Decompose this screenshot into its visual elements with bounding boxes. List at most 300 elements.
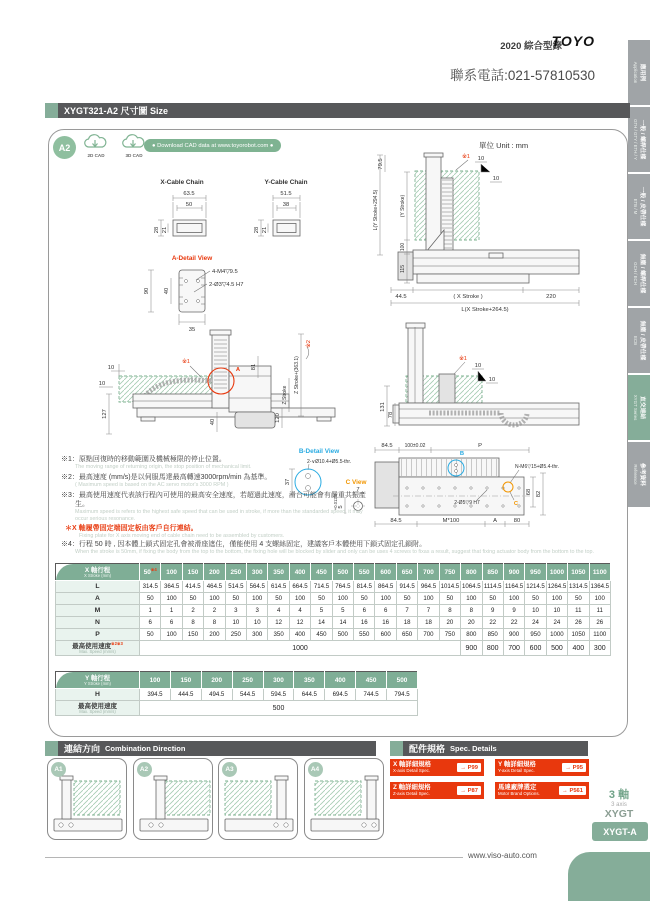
page-reference-chip: → P561 xyxy=(559,786,586,795)
footer-url[interactable]: www.viso-auto.com xyxy=(468,851,537,860)
cell-value: 250 xyxy=(225,629,246,641)
combination-direction-bar xyxy=(45,741,376,756)
svg-text:P: P xyxy=(478,443,482,449)
cell-value: 22 xyxy=(503,617,524,629)
cell-value: 3 xyxy=(225,605,246,617)
stroke-value: 550 xyxy=(354,564,375,581)
max-speed-value: 400 xyxy=(568,641,589,656)
cell-value: 744.5 xyxy=(356,689,387,701)
svg-text:10: 10 xyxy=(477,156,485,162)
note-1 xyxy=(61,455,373,471)
a-detail-view xyxy=(144,255,243,333)
svg-text:Y-Cable Chain: Y-Cable Chain xyxy=(264,179,308,186)
note-text-zh: ＊X 軸履帶固定端固定板由客戶自行連結。 xyxy=(65,525,198,533)
svg-text:82: 82 xyxy=(536,490,542,498)
cell-value: 100 xyxy=(332,593,353,605)
svg-text:127: 127 xyxy=(102,409,108,419)
svg-text:28: 28 xyxy=(254,226,260,234)
cell-value: 514.5 xyxy=(225,581,246,593)
cell-value: 714.5 xyxy=(311,581,332,593)
max-speed-merged-value: 1000 xyxy=(140,641,461,656)
cell-value: 1214.5 xyxy=(525,581,546,593)
stroke-value: 100 xyxy=(140,672,171,689)
page-reference-chip: → P99 xyxy=(457,763,481,772)
svg-text:M*100: M*100 xyxy=(442,518,460,524)
stroke-value: 350 xyxy=(294,672,325,689)
cell-value: 950 xyxy=(525,629,546,641)
cell-value: 9 xyxy=(482,605,503,617)
svg-text:40: 40 xyxy=(210,418,216,426)
stroke-value: 900 xyxy=(503,564,524,581)
cad-2d-label: 2D CAD xyxy=(87,153,105,158)
sidebar-tab-label-en: ETB / M xyxy=(633,198,639,215)
cell-value: 6 xyxy=(161,617,182,629)
svg-text:2-Ø3▽4.5 H7: 2-Ø3▽4.5 H7 xyxy=(209,282,244,288)
spec-link-label-zh: Y 軸詳細規格 xyxy=(498,760,536,768)
svg-text:7: 7 xyxy=(356,487,360,493)
cell-value: 664.5 xyxy=(289,581,310,593)
cell-value: 50 xyxy=(525,593,546,605)
max-speed-row xyxy=(56,701,418,716)
cell-value: 50 xyxy=(140,629,161,641)
sidebar-tab-label-en: GTH / GTY / ETH / Y xyxy=(633,119,639,160)
table-row xyxy=(56,605,611,617)
cell-value: 544.5 xyxy=(232,689,263,701)
cell-value: 200 xyxy=(204,629,225,641)
page-reference-chip: → P87 xyxy=(457,786,481,795)
cell-value: 150 xyxy=(182,629,203,641)
note-3 xyxy=(61,491,373,523)
cell-value: 300 xyxy=(247,629,268,641)
cell-value: 1100 xyxy=(589,629,610,641)
sidebar-tab-3[interactable] xyxy=(628,174,650,239)
sidebar-tab-label-zh: 參考資料 xyxy=(639,462,646,487)
cell-value: 26 xyxy=(568,617,589,629)
stroke-value: 500 xyxy=(387,672,418,689)
stroke-value: 1000 xyxy=(546,564,567,581)
cell-value: 18 xyxy=(418,617,439,629)
svg-text:L(X Stroke+264.5): L(X Stroke+264.5) xyxy=(461,307,509,313)
svg-text:90: 90 xyxy=(144,287,150,295)
table-row xyxy=(56,581,611,593)
cell-value: 12 xyxy=(289,617,310,629)
stroke-value: 150 xyxy=(170,672,201,689)
max-speed-value: 900 xyxy=(461,641,482,656)
cell-value: 914.5 xyxy=(396,581,417,593)
svg-text:( X Stroke ): ( X Stroke ) xyxy=(453,294,483,300)
table-row xyxy=(56,629,611,641)
cell-value: 8 xyxy=(204,617,225,629)
cell-value: 814.5 xyxy=(354,581,375,593)
note-text-en: ( Maximum speed is based on the AC servo motor's 3000 RPM ) xyxy=(75,481,229,488)
cell-value: 1 xyxy=(140,605,161,617)
row-label: N xyxy=(56,617,140,629)
svg-text:B: B xyxy=(459,451,465,457)
cell-value: 8 xyxy=(439,605,460,617)
bar-accent-square xyxy=(390,741,403,756)
series-name: XYGT xyxy=(604,808,634,820)
spec-link-label-en: Z-axis Detail Spec. xyxy=(393,791,430,796)
svg-text:C View: C View xyxy=(345,479,367,486)
sidebar-tab-4[interactable] xyxy=(628,241,650,306)
footnote-4 xyxy=(61,540,621,558)
max-speed-value: 300 xyxy=(589,641,610,656)
sidebar-tab-label-zh: 直交連結 xyxy=(639,395,646,420)
cell-value: 694.5 xyxy=(325,689,356,701)
svg-text:50: 50 xyxy=(185,202,193,208)
sidebar-tab-label-zh: 一般 / 皮帶仕樣 xyxy=(639,186,646,227)
stroke-value: 800 xyxy=(461,564,482,581)
table-row xyxy=(56,689,418,701)
cell-value: 450 xyxy=(311,629,332,641)
cell-value: 1050 xyxy=(568,629,589,641)
cell-value: 614.5 xyxy=(268,581,289,593)
svg-text:10: 10 xyxy=(474,363,482,369)
stroke-value: 150 xyxy=(182,564,203,581)
cell-value: 800 xyxy=(461,629,482,641)
cell-value: 464.5 xyxy=(204,581,225,593)
cell-value: 50 xyxy=(140,593,161,605)
series-tab[interactable]: XYGT-A xyxy=(592,822,648,841)
svg-text:(Y Stroke): (Y Stroke) xyxy=(400,194,406,218)
cell-value: 644.5 xyxy=(294,689,325,701)
cell-value: 750 xyxy=(439,629,460,641)
note-5 xyxy=(61,540,621,556)
svg-text:81: 81 xyxy=(251,363,257,371)
cell-value: 564.5 xyxy=(247,581,268,593)
stroke-value: 300 xyxy=(263,672,294,689)
svg-text:A: A xyxy=(235,367,241,373)
note-text-zh: ※4：行程 50 時 , 因本體上鎖式固定孔會被滑座遮住，僅能使用 4 支螺絲固定，建議客戶本體使用下鎖式固定孔鎖附。 xyxy=(61,541,427,548)
cell-value: 9 xyxy=(503,605,524,617)
cell-value: 1000 xyxy=(546,629,567,641)
page-title: XYGT321-A2 尺寸圖 Size xyxy=(64,106,169,116)
cell-value: 850 xyxy=(482,629,503,641)
stroke-header-label: X 軸行程 X Stroke (mm) xyxy=(56,564,140,581)
cell-value: 11 xyxy=(589,605,610,617)
combination-badge: A1 xyxy=(51,762,66,777)
y-axis-stroke-table xyxy=(55,671,418,716)
combination-title-zh: 連結方向 xyxy=(64,744,101,754)
cell-value: 1164.5 xyxy=(503,581,524,593)
svg-text:10: 10 xyxy=(107,365,115,371)
front-view-drawing xyxy=(99,330,335,434)
x-cable-chain-drawing xyxy=(154,179,206,236)
svg-text:115: 115 xyxy=(400,265,406,273)
cell-value: 50 xyxy=(311,593,332,605)
note-text-en: When the stroke is 50mm, if fixing the body from the top to the bottom, the fixing hole will be blocked by slider and only can be uses 4 screws to fixas a result, suggest that fixing actuator body from the bottom to the top. xyxy=(75,549,594,556)
svg-text:220: 220 xyxy=(546,294,556,300)
svg-text:51.5: 51.5 xyxy=(280,191,292,197)
note-text-zh: ※2：最高速度 (mm/s)是以伺服馬達最高轉速3000rpm/min 為基準。 xyxy=(61,473,272,481)
cell-value: 100 xyxy=(375,593,396,605)
stroke-value: 350 xyxy=(268,564,289,581)
svg-text:84.5: 84.5 xyxy=(381,443,393,449)
cell-value: 350 xyxy=(268,629,289,641)
dimension-drawing-panel xyxy=(48,129,628,737)
sidebar-tab-label-en: Reference xyxy=(633,464,639,485)
cell-value: 7 xyxy=(396,605,417,617)
cell-value: 50 xyxy=(268,593,289,605)
svg-text:+0.012/0: +0.012/0 xyxy=(333,493,338,511)
svg-text:131: 131 xyxy=(380,402,386,412)
svg-text:120: 120 xyxy=(275,413,281,423)
cell-value: 50 xyxy=(439,593,460,605)
svg-text:A-Detail View: A-Detail View xyxy=(171,255,213,262)
cell-value: 8 xyxy=(182,617,203,629)
note-text-en: Maximum speed is refers to the highest safe speed that can be used in stroke, if more than the standarded speed, it may occur serious resonance. xyxy=(75,508,363,522)
note-2 xyxy=(61,473,373,489)
variant-badge: A2 xyxy=(53,136,76,159)
axis-count-zh: 3 軸 xyxy=(608,789,630,801)
stroke-value: 250 xyxy=(232,672,263,689)
x-stroke-table xyxy=(55,563,611,656)
svg-text:68: 68 xyxy=(526,488,532,496)
cell-value: 22 xyxy=(482,617,503,629)
sidebar-tab-label-zh: 一般 / 螺桿仕樣 xyxy=(639,119,646,160)
combination-option-A4[interactable] xyxy=(304,758,384,840)
cell-value: 964.5 xyxy=(418,581,439,593)
page-corner-decoration xyxy=(568,852,650,901)
sidebar-tab-label-en: Application xyxy=(633,61,639,84)
svg-text:A: A xyxy=(493,518,497,524)
catalog-year-title: 2020 綜合型錄 xyxy=(500,41,562,52)
stroke-value: 650 xyxy=(396,564,417,581)
sidebar-tab-label-zh: 應用例 xyxy=(639,63,646,82)
stroke-value: 700 xyxy=(418,564,439,581)
svg-text:※1: ※1 xyxy=(458,356,468,362)
stroke-value: 500 xyxy=(332,564,353,581)
sidebar-tab-5[interactable] xyxy=(628,308,650,373)
sidebar-tab-label-zh: 無塵 / 螺桿仕樣 xyxy=(639,253,646,294)
cell-value: 444.5 xyxy=(170,689,201,701)
cell-value: 16 xyxy=(354,617,375,629)
cell-value: 100 xyxy=(589,593,610,605)
title-accent-square xyxy=(45,103,58,118)
cell-value: 20 xyxy=(439,617,460,629)
svg-text:10: 10 xyxy=(492,176,500,182)
svg-text:100±0.02: 100±0.02 xyxy=(404,443,426,449)
svg-text:C: C xyxy=(513,501,519,507)
axis-count-en: 3 axis xyxy=(611,802,627,808)
table-row xyxy=(56,593,611,605)
svg-text:28: 28 xyxy=(154,226,160,234)
cell-value: 50 xyxy=(482,593,503,605)
cell-value: 100 xyxy=(503,593,524,605)
note-text-zh: ※1：原點回復時的移動範圍及機械極限的停止位置。 xyxy=(61,456,226,463)
row-label: A xyxy=(56,593,140,605)
svg-text:78: 78 xyxy=(388,411,394,419)
cell-value: 550 xyxy=(354,629,375,641)
stroke-value: 400 xyxy=(289,564,310,581)
cell-value: 700 xyxy=(418,629,439,641)
svg-text:10: 10 xyxy=(98,381,106,387)
sidebar-tab-2[interactable] xyxy=(628,107,650,172)
cloud-download-icon xyxy=(81,134,111,150)
cell-value: 1264.5 xyxy=(546,581,567,593)
max-speed-value: 800 xyxy=(482,641,503,656)
base-mounting-view xyxy=(375,443,559,527)
cell-value: 50 xyxy=(396,593,417,605)
spec-link-4[interactable] xyxy=(495,782,589,799)
cell-value: 50 xyxy=(354,593,375,605)
toyo-logo: TOYO xyxy=(551,33,595,49)
cell-value: 4 xyxy=(289,605,310,617)
sidebar-tab-label-zh: 無塵 / 皮帶仕樣 xyxy=(639,320,646,361)
row-label: H xyxy=(56,689,140,701)
stroke-value: 300 xyxy=(247,564,268,581)
cell-value: 10 xyxy=(247,617,268,629)
cell-value: 494.5 xyxy=(201,689,232,701)
cell-value: 1114.5 xyxy=(482,581,503,593)
row-label: M xyxy=(56,605,140,617)
spec-link-label-en: Motor Brand Options. xyxy=(498,791,540,796)
cell-value: 100 xyxy=(247,593,268,605)
cell-value: 100 xyxy=(204,593,225,605)
sidebar-tab-6[interactable] xyxy=(628,375,650,440)
cell-value: 24 xyxy=(546,617,567,629)
svg-text:84.5: 84.5 xyxy=(390,518,402,524)
combination-option-A1[interactable] xyxy=(47,758,127,840)
cell-value: 100 xyxy=(546,593,567,605)
footnotes xyxy=(61,455,373,542)
cell-value: 764.5 xyxy=(332,581,353,593)
svg-text:2-Ø5▽9 H7: 2-Ø5▽9 H7 xyxy=(454,500,480,506)
cell-value: 100 xyxy=(418,593,439,605)
combination-option-A3[interactable] xyxy=(218,758,298,840)
stroke-value: 600 xyxy=(375,564,396,581)
stroke-value: 750 xyxy=(439,564,460,581)
cell-value: 594.5 xyxy=(263,689,294,701)
unit-label: 單位 Unit : mm xyxy=(479,141,529,150)
svg-text:21: 21 xyxy=(262,226,268,234)
svg-text:21: 21 xyxy=(162,226,168,234)
cell-value: 100 xyxy=(161,629,182,641)
cell-value: 14 xyxy=(311,617,332,629)
cell-value: 10 xyxy=(546,605,567,617)
cell-value: 7 xyxy=(418,605,439,617)
stroke-value: 850 xyxy=(482,564,503,581)
cell-value: 20 xyxy=(461,617,482,629)
stroke-header-label: Y 軸行程 Y Stroke (mm) xyxy=(56,672,140,689)
spec-link-2[interactable] xyxy=(495,759,589,776)
stroke-value: 400 xyxy=(325,672,356,689)
stroke-value: 250 xyxy=(225,564,246,581)
cell-value: 8 xyxy=(461,605,482,617)
stroke-value: 1100 xyxy=(589,564,610,581)
row-label: P xyxy=(56,629,140,641)
cell-value: 18 xyxy=(396,617,417,629)
x-axis-stroke-table xyxy=(55,563,611,656)
download-cad-link[interactable]: ● Download CAD data at www.toyorobot.com ● xyxy=(144,139,281,152)
cell-value: 2 xyxy=(182,605,203,617)
cell-value: 5 xyxy=(311,605,332,617)
cell-value: 4 xyxy=(268,605,289,617)
cell-value: 100 xyxy=(161,593,182,605)
cell-value: 26 xyxy=(589,617,610,629)
spec-title-zh: 配件規格 xyxy=(409,744,446,754)
max-speed-merged-value: 500 xyxy=(140,701,418,716)
svg-text:40: 40 xyxy=(164,287,170,295)
sidebar-tab-label-en: GCH / ECH xyxy=(633,262,639,285)
spec-link-label-zh: X 軸詳細規格 xyxy=(393,760,431,768)
svg-text:4-M4▽9.5: 4-M4▽9.5 xyxy=(212,269,238,275)
cell-value: 1014.5 xyxy=(439,581,460,593)
max-speed-value: 500 xyxy=(546,641,567,656)
stroke-value: 100 xyxy=(161,564,182,581)
cell-value: 100 xyxy=(461,593,482,605)
svg-text:63.5: 63.5 xyxy=(183,191,195,197)
stroke-value: 50$^{※4}$ xyxy=(140,564,161,581)
cell-value: 650 xyxy=(396,629,417,641)
svg-text:N-M6▽15+Ø5.4-thr.: N-M6▽15+Ø5.4-thr. xyxy=(515,464,560,470)
y-cable-chain-drawing xyxy=(254,179,308,236)
spec-title-en: Spec. Details xyxy=(450,744,497,753)
cell-value: 24 xyxy=(525,617,546,629)
cell-value: 5 xyxy=(332,605,353,617)
spec-link-1[interactable] xyxy=(390,759,484,776)
spec-link-label-zh: Z 軸詳細規格 xyxy=(393,783,431,791)
cell-value: 6 xyxy=(354,605,375,617)
svg-text:L(Y Stroke+294.5): L(Y Stroke+294.5) xyxy=(373,189,379,231)
cell-value: 794.5 xyxy=(387,689,418,701)
cell-value: 314.5 xyxy=(140,581,161,593)
sidebar-tab-7[interactable] xyxy=(628,442,650,507)
combination-option-A2[interactable] xyxy=(133,758,213,840)
cad-3d-label: 3D CAD xyxy=(125,153,143,158)
note-text-zh: ※3：最高使用速度代表該行程內可使用的最高安全速度，若超過此速度，滑台可能會有嚴重共振產生。 xyxy=(61,491,366,508)
cell-value: 50 xyxy=(182,593,203,605)
table-row xyxy=(56,617,611,629)
cell-value: 3 xyxy=(247,605,268,617)
svg-text:Z Stroke+(363.1): Z Stroke+(363.1) xyxy=(294,356,300,394)
cell-value: 10 xyxy=(525,605,546,617)
note-text-en: The moving range of returning origin, the stop position of mechanical limit. xyxy=(75,464,252,471)
spec-details-bar xyxy=(390,741,588,756)
sidebar-tab-label-en: XYGT Series xyxy=(633,394,639,421)
cell-value: 600 xyxy=(375,629,396,641)
footer-divider xyxy=(45,857,463,858)
spec-link-label-en: X-axis Detail Spec. xyxy=(393,768,431,773)
contact-phone: 聯系電話:021-57810530 xyxy=(450,68,595,83)
cell-value: 1364.5 xyxy=(589,581,610,593)
axis-count-block xyxy=(596,786,642,820)
cell-value: 100 xyxy=(289,593,310,605)
cell-value: 6 xyxy=(375,605,396,617)
cell-value: 16 xyxy=(375,617,396,629)
cell-value: 11 xyxy=(568,605,589,617)
page-title-bar xyxy=(45,103,630,118)
stroke-value: 1050 xyxy=(568,564,589,581)
stroke-value: 450 xyxy=(356,672,387,689)
spec-link-3[interactable] xyxy=(390,782,484,799)
note-text-en: Fixing plate for X axis moving end of cable chain need to be assembled by customers. xyxy=(79,533,285,540)
max-speed-value: 600 xyxy=(525,641,546,656)
cell-value: 400 xyxy=(289,629,310,641)
max-speed-value: 700 xyxy=(503,641,524,656)
cell-value: 864.5 xyxy=(375,581,396,593)
cell-value: 414.5 xyxy=(182,581,203,593)
sidebar-tab-1[interactable] xyxy=(628,40,650,105)
stroke-value: 950 xyxy=(525,564,546,581)
svg-text:80: 80 xyxy=(513,518,521,524)
svg-text:35: 35 xyxy=(188,327,196,333)
svg-text:※1: ※1 xyxy=(181,359,191,365)
sidebar-tab-label-en: ECB xyxy=(633,335,639,346)
svg-text:X-Cable Chain: X-Cable Chain xyxy=(160,179,204,186)
cell-value: 6 xyxy=(140,617,161,629)
max-speed-row xyxy=(56,641,611,656)
